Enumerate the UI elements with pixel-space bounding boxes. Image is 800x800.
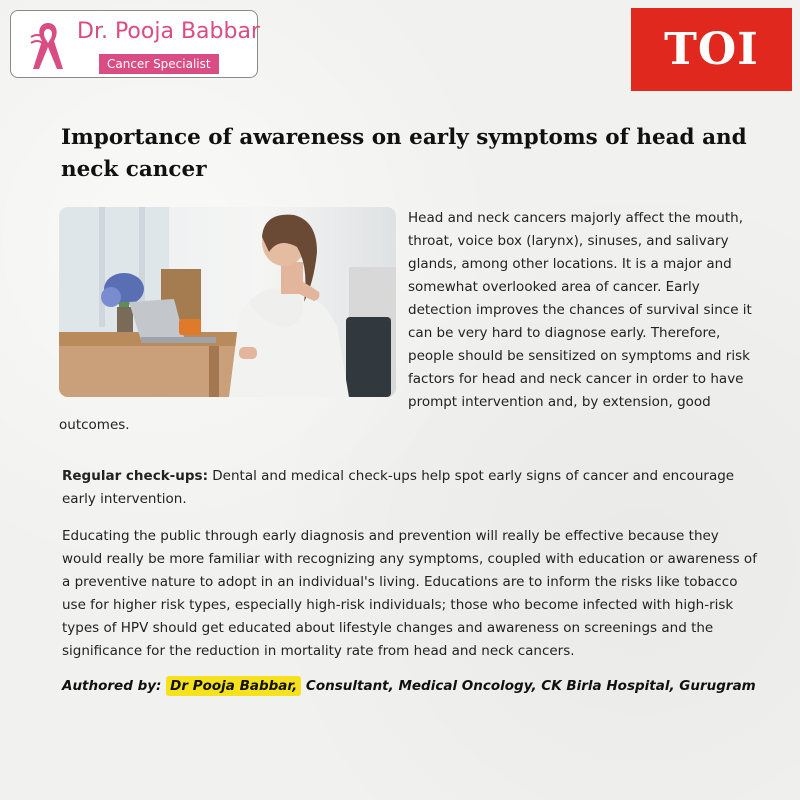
byline-label: Authored by: bbox=[62, 678, 167, 694]
checkups-paragraph bbox=[62, 465, 762, 511]
byline bbox=[62, 678, 782, 694]
checkups-text: Dental and medical check-ups help spot early signs of cancer and encourage early intervention. bbox=[62, 468, 735, 507]
body-paragraph: Educating the public through early diagnosis and prevention will really be effective because they would really be more familiar with recognizing any symptoms, coupled with education or awareness of a preventive nature to adopt in an individual's living. Educations are to inform the risks like tobacco use for higher risk types, especially high-risk individuals; those who become infected with high-risk types of HPV should get educated about lifestyle changes and awareness on screenings and the significance for the reduction in mortality rate from head and neck cancers. bbox=[62, 528, 757, 659]
byline-details: Consultant, Medical Oncology, CK Birla Hospital, Gurugram bbox=[301, 678, 756, 694]
logo-tagline: Cancer Specialist bbox=[99, 54, 219, 74]
logo-name: Dr. Pooja Babbar bbox=[77, 19, 260, 44]
article-title: Importance of awareness on early symptoms of head and neck cancer bbox=[61, 125, 747, 182]
pink-ribbon-icon bbox=[25, 19, 71, 73]
byline-author: Dr Pooja Babbar, bbox=[166, 676, 301, 696]
checkups-label: Regular check-ups: bbox=[62, 468, 208, 484]
intro-paragraph: Head and neck cancers majorly affect the mouth, throat, voice box (larynx), sinuses, and salivary glands, among other locations. It is a major and somewhat overlooked area of cancer. Early detection improves the chances of survival since it can be very hard to diagnose early. Therefore, people should be sensitized on symptoms and risk factors for head and neck cancer in order to have prompt intervention and, by extension, good outcomes. bbox=[59, 210, 752, 433]
toi-badge: TOI bbox=[631, 8, 792, 91]
logo bbox=[10, 10, 258, 78]
article-photo bbox=[59, 207, 396, 397]
article-intro-block bbox=[59, 207, 759, 437]
